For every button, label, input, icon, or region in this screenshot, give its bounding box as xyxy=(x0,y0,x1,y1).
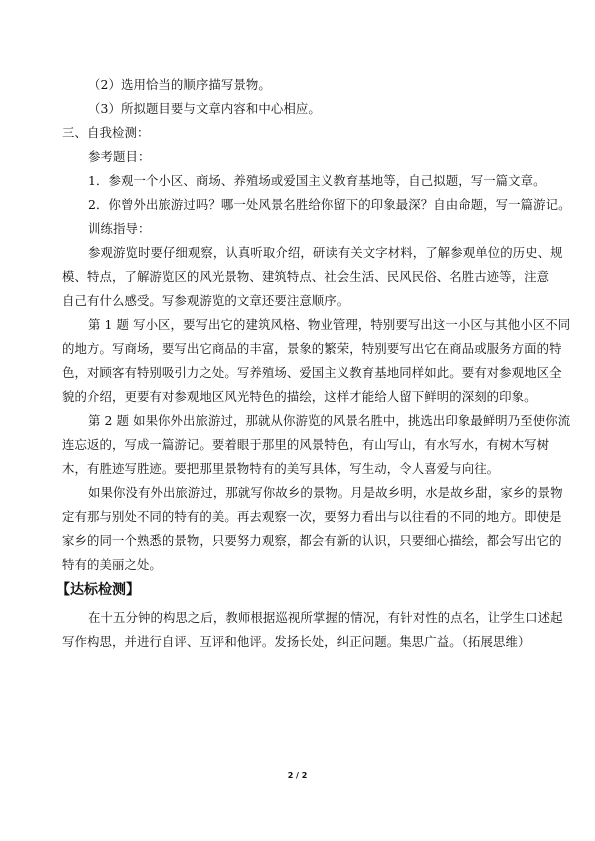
paragraph-5-line-1: 在十五分钟的构思之后，教师根据巡视所掌握的情况，有针对性的点名，让学生口述起 xyxy=(88,610,563,625)
paragraph-1-line-1: 参观游览时要仔细观察，认真听取介绍，研读有关文字材料，了解参观单位的历史、规 xyxy=(88,245,563,260)
paragraph-3-line-2: 连忘返的，写成一篇游记。要着眼于那里的风景特色，有山写山，有水写水，有树木写树 xyxy=(62,437,550,452)
paragraph-4-line-3: 家乡的同一个熟悉的景物，只要努力观察，都会有新的认识，只要细心描绘，都会写出它的 xyxy=(62,533,562,548)
section-heading-standard-test: 【达标检测】 xyxy=(56,582,140,598)
paragraph-2-line-3: 色，对顾客有特别吸引力之处。写养殖场、爱国主义教育基地同样如此。要有对参观地区全 xyxy=(62,365,562,380)
list-item-2: （2）选用恰当的顺序描写景物。 xyxy=(88,77,271,92)
paragraph-2-line-4: 貌的介绍，更要有对参观地区风光特色的描绘，这样才能给人留下鲜明的深刻的印象。 xyxy=(62,389,537,404)
paragraph-3-line-3: 木，有胜迹写胜迹。要把那里景物特有的美写具体，写生动，令人喜爱与向往。 xyxy=(62,461,500,476)
paragraph-4-line-2: 定有那与别处不同的特有的美。再去观察一次，要努力看出与以往看的不同的地方。即使是 xyxy=(62,509,562,524)
list-item-3: （3）所拟题目要与文章内容和中心相应。 xyxy=(88,101,321,116)
page-number: 2 / 2 xyxy=(287,771,308,780)
paragraph-5-line-2: 写作构思，并进行自评、互评和他评。发扬长处，纠正问题。集思广益。（拓展思维） xyxy=(62,634,531,649)
paragraph-2-line-1: 第 1 题 写小区，要写出它的建筑风格、物业管理，特别要写出这一小区与其他小区不同 xyxy=(88,317,571,332)
paragraph-4-line-4: 特有的美丽之处。 xyxy=(62,557,162,572)
reference-topics-label: 参考题目： xyxy=(88,149,151,164)
training-guide-label: 训练指导： xyxy=(88,221,151,236)
topic-2: 2．你曾外出旅游过吗？哪一处风景名胜给你留下的印象最深？自由命题，写一篇游记。 xyxy=(88,197,571,212)
paragraph-2-line-2: 的地方。写商场，要写出它商品的丰富，景象的繁荣，特别要写出它在商品或服务方面的特 xyxy=(62,341,562,356)
paragraph-1-line-2: 模、特点，了解游览区的风光景物、建筑特点、社会生活、民风民俗、名胜古迹等，注意 xyxy=(62,269,550,284)
topic-1: 1．参观一个小区、商场、养殖场或爱国主义教育基地等，自己拟题，写一篇文章。 xyxy=(88,173,546,188)
paragraph-4-line-1: 如果你没有外出旅游过，那就写你故乡的景物。月是故乡明，水是故乡甜，家乡的景物 xyxy=(88,485,563,500)
section-heading-self-check: 三、自我检测： xyxy=(62,125,150,140)
paragraph-3-line-1: 第 2 题 如果你外出旅游过，那就从你游览的风景名胜中，挑选出印象最鲜明乃至使你流 xyxy=(88,413,571,428)
paragraph-1-line-3: 自己有什么感受。写参观游览的文章还要注意顺序。 xyxy=(62,293,350,308)
